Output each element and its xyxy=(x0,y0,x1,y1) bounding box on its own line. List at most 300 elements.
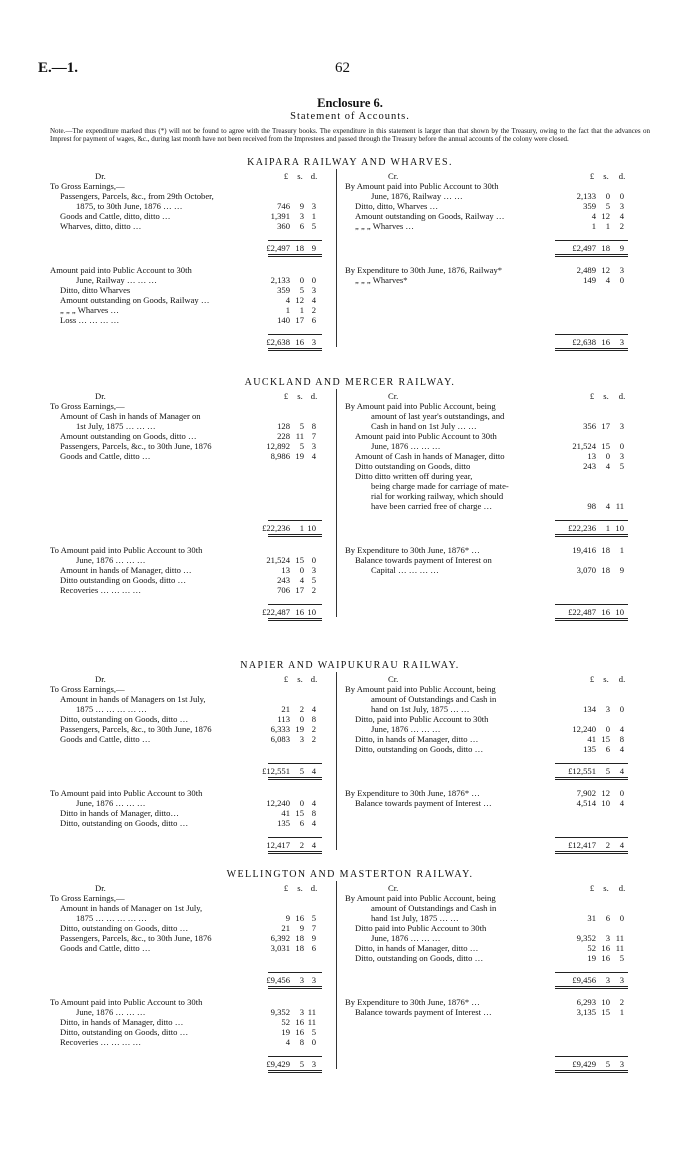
debit-amount-shillings: 3 xyxy=(299,1007,304,1017)
debit-amount-pence: 0 xyxy=(311,555,316,565)
double-rule xyxy=(555,777,628,778)
debit-amount-pence: 4 xyxy=(311,818,316,828)
pence-sign: d. xyxy=(618,391,626,401)
credit-amount-pounds: 13 xyxy=(587,451,596,461)
debit-amount-shillings: 18 xyxy=(295,943,304,953)
credit-amount-pence: 3 xyxy=(619,421,624,431)
credit-total-pounds: £2,497 xyxy=(572,243,596,253)
credit-amount-pence: 1 xyxy=(619,1007,624,1017)
debit-line: Amount in hands of Manager, ditto … xyxy=(60,565,192,575)
credit-line: Ditto ditto written off during year, xyxy=(355,471,473,481)
debit-amount-shillings: 11 xyxy=(295,431,304,441)
debit-grand-total-pence: 3 xyxy=(311,1059,316,1069)
credit-amount-shillings: 18 xyxy=(601,565,610,575)
debit-amount-pounds: 128 xyxy=(277,421,290,431)
debit-amount-pence: 8 xyxy=(311,808,316,818)
debit-amount-pence: 4 xyxy=(311,704,316,714)
debit-amount-pounds: 706 xyxy=(277,585,290,595)
debit-amount-pounds: 113 xyxy=(277,714,290,724)
credit-amount-pence: 0 xyxy=(619,191,624,201)
debit-amount-pounds: 228 xyxy=(277,431,290,441)
debit-amount-shillings: 2 xyxy=(299,704,304,714)
credit-amount-shillings: 17 xyxy=(601,421,610,431)
credit-line: June, 1876, Railway … … xyxy=(371,191,463,201)
double-rule xyxy=(268,779,322,780)
debit-grand-total-pounds: £22,487 xyxy=(262,607,290,617)
credit-grand-total-shillings: 16 xyxy=(601,337,610,347)
debit-line: June, 1876 … … … xyxy=(76,555,146,565)
credit-heading: Cr. xyxy=(388,391,399,401)
column-divider xyxy=(336,389,337,617)
total-rule xyxy=(555,334,628,335)
debit-grand-total-pence: 4 xyxy=(311,840,316,850)
debit-total-pence: 4 xyxy=(311,766,316,776)
double-rule xyxy=(268,254,322,255)
credit-line: Amount outstanding on Goods, Railway … xyxy=(355,211,505,221)
debit-grand-total-pence: 3 xyxy=(311,337,316,347)
shilling-sign: s. xyxy=(297,674,303,684)
debit-grand-total-pounds: 12,417 xyxy=(266,840,290,850)
double-rule xyxy=(555,1070,628,1071)
credit-amount-pounds: 41 xyxy=(587,734,596,744)
statement-title: Statement of Accounts. xyxy=(290,111,410,122)
credit-amount-pounds: 135 xyxy=(583,744,596,754)
credit-line: Ditto, paid into Public Account to 30th xyxy=(355,714,489,724)
debit-amount-shillings: 8 xyxy=(299,1037,304,1047)
double-rule xyxy=(555,779,628,780)
debit-amount-shillings: 6 xyxy=(299,818,304,828)
debit-total-shillings: 3 xyxy=(299,975,304,985)
debit-line: June, Railway … … … xyxy=(76,275,157,285)
credit-amount-pence: 11 xyxy=(615,933,624,943)
credit-total-shillings: 5 xyxy=(605,766,610,776)
credit-amount-pounds: 12,240 xyxy=(572,724,596,734)
credit-amount-pounds: 2,489 xyxy=(576,265,596,275)
double-rule xyxy=(555,988,628,989)
debit-amount-shillings: 9 xyxy=(299,201,304,211)
credit-total-pence: 9 xyxy=(619,243,624,253)
double-rule xyxy=(268,536,322,537)
credit-amount-pence: 0 xyxy=(619,275,624,285)
credit-line: amount of Outstandings and Cash in xyxy=(371,903,497,913)
credit-grand-total-pence: 3 xyxy=(619,337,624,347)
credit-line: Cash in hand on 1st July … … xyxy=(371,421,477,431)
credit-amount-pence: 8 xyxy=(619,734,624,744)
debit-line: To Gross Earnings,— xyxy=(50,893,125,903)
credit-line: Capital … … … … xyxy=(371,565,439,575)
credit-amount-pence: 11 xyxy=(615,943,624,953)
credit-line: hand on 1st July, 1875 … … xyxy=(371,704,470,714)
debit-line: To Amount paid into Public Account to 30th xyxy=(50,545,203,555)
double-rule xyxy=(268,256,322,257)
credit-amount-shillings: 6 xyxy=(605,744,610,754)
debit-grand-total-shillings: 16 xyxy=(295,337,304,347)
credit-heading: Cr. xyxy=(388,171,399,181)
credit-amount-pence: 0 xyxy=(619,913,624,923)
debit-line: Recoveries … … … … xyxy=(60,585,142,595)
credit-amount-shillings: 0 xyxy=(605,191,610,201)
credit-amount-shillings: 5 xyxy=(605,201,610,211)
debit-amount-shillings: 0 xyxy=(299,714,304,724)
credit-amount-shillings: 15 xyxy=(601,734,610,744)
debit-line: Amount outstanding on Goods, ditto … xyxy=(60,431,197,441)
debit-amount-pounds: 21 xyxy=(281,704,290,714)
credit-line: „ „ „ Wharves … xyxy=(355,221,415,231)
credit-line: By Expenditure to 30th June, 1876* … xyxy=(345,997,480,1007)
debit-line: To Gross Earnings,— xyxy=(50,181,125,191)
debit-amount-pence: 11 xyxy=(307,1007,316,1017)
credit-total-pence: 3 xyxy=(619,975,624,985)
debit-amount-pounds: 41 xyxy=(281,808,290,818)
total-rule xyxy=(268,972,322,973)
credit-line: amount of Outstandings and Cash in xyxy=(371,694,497,704)
credit-amount-pounds: 149 xyxy=(583,275,596,285)
debit-total-pence: 10 xyxy=(307,523,316,533)
credit-amount-shillings: 12 xyxy=(601,211,610,221)
double-rule xyxy=(268,851,322,852)
credit-amount-pounds: 98 xyxy=(587,501,596,511)
pound-sign: £ xyxy=(283,674,289,684)
total-rule xyxy=(555,1056,628,1057)
pence-sign: d. xyxy=(618,883,626,893)
total-rule xyxy=(268,334,322,335)
debit-line: Amount in hands of Manager on 1st July, xyxy=(60,903,203,913)
credit-amount-pence: 0 xyxy=(619,704,624,714)
debit-line: Goods and Cattle, ditto … xyxy=(60,943,151,953)
double-rule xyxy=(555,618,628,619)
debit-line: Wharves, ditto, ditto … xyxy=(60,221,142,231)
debit-line: Ditto, outstanding on Goods, ditto … xyxy=(60,818,189,828)
debit-amount-shillings: 3 xyxy=(299,734,304,744)
debit-amount-shillings: 19 xyxy=(295,451,304,461)
credit-line: By Amount paid into Public Account to 30th xyxy=(345,181,499,191)
debit-amount-pence: 7 xyxy=(311,923,316,933)
total-rule xyxy=(268,604,322,605)
debit-amount-pence: 8 xyxy=(311,421,316,431)
column-divider xyxy=(336,881,337,1069)
total-rule xyxy=(555,604,628,605)
credit-amount-pounds: 3,135 xyxy=(576,1007,596,1017)
credit-total-pounds: £22,236 xyxy=(568,523,596,533)
debit-amount-pence: 4 xyxy=(311,451,316,461)
debit-amount-pence: 9 xyxy=(311,933,316,943)
total-rule xyxy=(555,520,628,521)
credit-line: rial for working railway, which should xyxy=(371,491,504,501)
credit-amount-pounds: 356 xyxy=(583,421,596,431)
credit-grand-total-pence: 10 xyxy=(615,607,624,617)
debit-amount-shillings: 12 xyxy=(295,295,304,305)
debit-amount-pence: 0 xyxy=(311,1037,316,1047)
debit-line: 1st July, 1875 … … … xyxy=(76,421,156,431)
debit-line: June, 1876 … … … xyxy=(76,798,146,808)
pound-sign: £ xyxy=(589,674,595,684)
note-paragraph: Note.—The expenditure marked thus (*) will not be found to agree with the Treasury books. The expenditure in this statement is larger than that shown by the Treasury, owing to the fact that the advances on Imprest for payment of wages, &c., during last month have not been received from the Imprestees and passed through the Treasury before the annual accounts of the colony were closed. xyxy=(50,127,650,144)
credit-amount-shillings: 16 xyxy=(601,943,610,953)
shilling-sign: s. xyxy=(603,883,609,893)
credit-amount-pounds: 52 xyxy=(587,943,596,953)
credit-grand-total-pounds: £9,429 xyxy=(572,1059,596,1069)
debit-amount-shillings: 16 xyxy=(295,1017,304,1027)
credit-grand-total-pounds: £2,638 xyxy=(572,337,596,347)
credit-line: „ „ „ Wharves* xyxy=(355,275,408,285)
debit-amount-shillings: 16 xyxy=(295,913,304,923)
section-title: AUCKLAND AND MERCER RAILWAY. xyxy=(244,377,456,388)
debit-line: Passengers, Parcels, &c., to 30th June, 1876 xyxy=(60,933,212,943)
credit-total-pence: 10 xyxy=(615,523,624,533)
double-rule xyxy=(555,534,628,535)
debit-grand-total-pence: 10 xyxy=(307,607,316,617)
debit-amount-pounds: 6,392 xyxy=(270,933,290,943)
credit-amount-pounds: 21,524 xyxy=(572,441,596,451)
credit-grand-total-pence: 3 xyxy=(619,1059,624,1069)
double-rule xyxy=(555,536,628,537)
credit-total-shillings: 1 xyxy=(605,523,610,533)
shilling-sign: s. xyxy=(603,674,609,684)
credit-line: Balance towards payment of Interest … xyxy=(355,1007,492,1017)
credit-amount-pounds: 2,133 xyxy=(576,191,596,201)
debit-amount-pounds: 52 xyxy=(281,1017,290,1027)
double-rule xyxy=(555,620,628,621)
debit-line: Passengers, Parcels, &c., to 30th June, 1876 xyxy=(60,441,212,451)
debit-line: „ „ „ Wharves … xyxy=(60,305,120,315)
credit-grand-total-shillings: 2 xyxy=(605,840,610,850)
column-divider xyxy=(336,169,337,347)
debit-amount-pounds: 3,031 xyxy=(270,943,290,953)
debit-line: Ditto outstanding on Goods, ditto … xyxy=(60,575,187,585)
credit-amount-pounds: 134 xyxy=(583,704,596,714)
debit-line: Ditto, outstanding on Goods, ditto … xyxy=(60,714,189,724)
debit-amount-pounds: 359 xyxy=(277,285,290,295)
credit-line: Ditto, ditto, Wharves … xyxy=(355,201,439,211)
debit-line: Amount in hands of Managers on 1st July, xyxy=(60,694,206,704)
debit-amount-shillings: 17 xyxy=(295,585,304,595)
credit-line: Ditto, outstanding on Goods, ditto … xyxy=(355,744,484,754)
credit-line: By Amount paid into Public Account, being xyxy=(345,401,496,411)
debit-total-pounds: £9,456 xyxy=(266,975,290,985)
credit-line: By Amount paid into Public Account, being xyxy=(345,684,496,694)
debit-line: Goods and Cattle, ditto … xyxy=(60,734,151,744)
double-rule xyxy=(555,348,628,349)
credit-line: By Expenditure to 30th June, 1876* … xyxy=(345,545,480,555)
pence-sign: d. xyxy=(618,674,626,684)
debit-amount-shillings: 5 xyxy=(299,421,304,431)
credit-amount-shillings: 10 xyxy=(601,997,610,1007)
credit-line: By Amount paid into Public Account, being xyxy=(345,893,496,903)
credit-line: Ditto paid into Public Account to 30th xyxy=(355,923,487,933)
total-rule xyxy=(555,240,628,241)
debit-line: Ditto, outstanding on Goods, ditto … xyxy=(60,923,189,933)
shilling-sign: s. xyxy=(603,171,609,181)
debit-line: Goods and Cattle, ditto … xyxy=(60,451,151,461)
credit-amount-pounds: 4 xyxy=(591,211,596,221)
total-rule xyxy=(555,837,628,838)
double-rule xyxy=(555,851,628,852)
debit-line: Recoveries … … … … xyxy=(60,1037,142,1047)
debit-line: Ditto, in hands of Manager, ditto … xyxy=(60,1017,184,1027)
debit-amount-pounds: 8,986 xyxy=(270,451,290,461)
debit-grand-total-pounds: £2,638 xyxy=(266,337,290,347)
debit-amount-pounds: 6,083 xyxy=(270,734,290,744)
debit-amount-pence: 8 xyxy=(311,714,316,724)
debit-amount-pence: 11 xyxy=(307,1017,316,1027)
credit-amount-shillings: 15 xyxy=(601,441,610,451)
page-reference: E.—1. xyxy=(38,60,79,76)
credit-amount-pence: 2 xyxy=(619,997,624,1007)
credit-amount-pence: 3 xyxy=(619,265,624,275)
credit-amount-pence: 4 xyxy=(619,744,624,754)
debit-amount-shillings: 16 xyxy=(295,1027,304,1037)
credit-amount-shillings: 15 xyxy=(601,1007,610,1017)
credit-total-shillings: 18 xyxy=(601,243,610,253)
debit-line: Goods and Cattle, ditto, ditto … xyxy=(60,211,171,221)
double-rule xyxy=(268,853,322,854)
credit-grand-total-shillings: 16 xyxy=(601,607,610,617)
pound-sign: £ xyxy=(283,171,289,181)
section-title: NAPIER AND WAIPUKURAU RAILWAY. xyxy=(240,660,460,671)
pence-sign: d. xyxy=(310,674,318,684)
debit-total-pence: 9 xyxy=(311,243,316,253)
pence-sign: d. xyxy=(310,883,318,893)
debit-amount-pounds: 21,524 xyxy=(266,555,290,565)
credit-amount-shillings: 1 xyxy=(605,221,610,231)
debit-amount-pence: 3 xyxy=(311,201,316,211)
debit-heading: Dr. xyxy=(95,883,106,893)
debit-line: 1875 … … … … … xyxy=(76,913,147,923)
credit-amount-shillings: 6 xyxy=(605,913,610,923)
debit-line: To Amount paid into Public Account to 30th xyxy=(50,997,203,1007)
double-rule xyxy=(268,534,322,535)
debit-amount-pence: 6 xyxy=(311,943,316,953)
credit-line: Balance towards payment of Interest on xyxy=(355,555,492,565)
credit-amount-pence: 5 xyxy=(619,461,624,471)
credit-amount-pence: 1 xyxy=(619,545,624,555)
debit-line: Passengers, Parcels, &c., from 29th October, xyxy=(60,191,214,201)
debit-amount-pounds: 140 xyxy=(277,315,290,325)
credit-grand-total-pence: 4 xyxy=(619,840,624,850)
debit-amount-pounds: 12,240 xyxy=(266,798,290,808)
debit-line: To Gross Earnings,— xyxy=(50,684,125,694)
debit-amount-pence: 4 xyxy=(311,798,316,808)
debit-amount-shillings: 5 xyxy=(299,285,304,295)
double-rule xyxy=(268,777,322,778)
shilling-sign: s. xyxy=(603,391,609,401)
debit-amount-pounds: 135 xyxy=(277,818,290,828)
double-rule xyxy=(555,986,628,987)
credit-amount-shillings: 4 xyxy=(605,501,610,511)
credit-line: June, 1876 … … … xyxy=(371,933,441,943)
credit-total-pence: 4 xyxy=(619,766,624,776)
credit-grand-total-pounds: £22,487 xyxy=(568,607,596,617)
debit-amount-pounds: 9,352 xyxy=(270,1007,290,1017)
credit-grand-total-shillings: 5 xyxy=(605,1059,610,1069)
column-divider xyxy=(336,672,337,850)
debit-amount-shillings: 5 xyxy=(299,441,304,451)
debit-amount-pence: 2 xyxy=(311,585,316,595)
pound-sign: £ xyxy=(589,171,595,181)
shilling-sign: s. xyxy=(297,883,303,893)
debit-amount-shillings: 17 xyxy=(295,315,304,325)
credit-amount-shillings: 3 xyxy=(605,933,610,943)
debit-amount-pounds: 1,391 xyxy=(270,211,290,221)
debit-amount-pence: 5 xyxy=(311,1027,316,1037)
credit-amount-shillings: 4 xyxy=(605,461,610,471)
pound-sign: £ xyxy=(283,391,289,401)
debit-heading: Dr. xyxy=(95,171,106,181)
debit-amount-shillings: 18 xyxy=(295,933,304,943)
debit-amount-pence: 2 xyxy=(311,305,316,315)
debit-amount-pounds: 6,333 xyxy=(270,724,290,734)
shilling-sign: s. xyxy=(297,391,303,401)
credit-grand-total-pounds: £12,417 xyxy=(568,840,596,850)
debit-heading: Dr. xyxy=(95,391,106,401)
credit-amount-pounds: 3,070 xyxy=(576,565,596,575)
debit-amount-shillings: 15 xyxy=(295,555,304,565)
debit-amount-pence: 2 xyxy=(311,724,316,734)
debit-total-shillings: 18 xyxy=(295,243,304,253)
debit-line: 1875, to 30th June, 1876 … … xyxy=(76,201,183,211)
debit-amount-pounds: 4 xyxy=(285,295,290,305)
credit-amount-pence: 0 xyxy=(619,788,624,798)
debit-line: Loss … … … … xyxy=(60,315,120,325)
debit-amount-pounds: 243 xyxy=(277,575,290,585)
credit-line: have been carried free of charge … xyxy=(371,501,493,511)
credit-line: By Expenditure to 30th June, 1876, Railway* xyxy=(345,265,503,275)
credit-amount-pounds: 31 xyxy=(587,913,596,923)
credit-amount-pounds: 1 xyxy=(591,221,596,231)
debit-amount-pounds: 746 xyxy=(277,201,290,211)
double-rule xyxy=(268,1072,322,1073)
section-title: WELLINGTON AND MASTERTON RAILWAY. xyxy=(226,869,474,880)
debit-amount-shillings: 0 xyxy=(299,798,304,808)
page-number: 62 xyxy=(335,60,350,76)
credit-amount-shillings: 16 xyxy=(601,953,610,963)
debit-amount-pounds: 19 xyxy=(281,1027,290,1037)
credit-amount-shillings: 18 xyxy=(601,545,610,555)
total-rule xyxy=(268,240,322,241)
debit-line: Amount outstanding on Goods, Railway … xyxy=(60,295,210,305)
debit-amount-pence: 4 xyxy=(311,295,316,305)
debit-total-shillings: 5 xyxy=(299,766,304,776)
credit-amount-pence: 4 xyxy=(619,211,624,221)
credit-amount-pence: 9 xyxy=(619,565,624,575)
debit-amount-pence: 1 xyxy=(311,211,316,221)
debit-amount-shillings: 4 xyxy=(299,575,304,585)
credit-line: Ditto, in hands of Manager, ditto … xyxy=(355,943,479,953)
debit-amount-pence: 6 xyxy=(311,315,316,325)
double-rule xyxy=(268,350,322,351)
total-rule xyxy=(268,1056,322,1057)
debit-grand-total-shillings: 5 xyxy=(299,1059,304,1069)
debit-total-pounds: £22,236 xyxy=(262,523,290,533)
debit-line: To Amount paid into Public Account to 30th xyxy=(50,788,203,798)
total-rule xyxy=(268,837,322,838)
debit-line: Ditto in hands of Manager, ditto… xyxy=(60,808,179,818)
credit-amount-shillings: 12 xyxy=(601,788,610,798)
credit-line: Ditto, outstanding on Goods, ditto … xyxy=(355,953,484,963)
debit-amount-pounds: 1 xyxy=(285,305,290,315)
credit-line: hand 1st July, 1875 … … xyxy=(371,913,459,923)
credit-total-pounds: £9,456 xyxy=(572,975,596,985)
debit-amount-pence: 0 xyxy=(311,275,316,285)
credit-line: being charge made for carriage of mate- xyxy=(371,481,509,491)
double-rule xyxy=(268,620,322,621)
credit-amount-shillings: 0 xyxy=(605,451,610,461)
debit-line: June, 1876 … … … xyxy=(76,1007,146,1017)
pound-sign: £ xyxy=(589,883,595,893)
debit-line: Passengers, Parcels, &c., to 30th June, 1876 xyxy=(60,724,212,734)
pence-sign: d. xyxy=(310,391,318,401)
debit-line: Amount paid into Public Account to 30th xyxy=(50,265,192,275)
